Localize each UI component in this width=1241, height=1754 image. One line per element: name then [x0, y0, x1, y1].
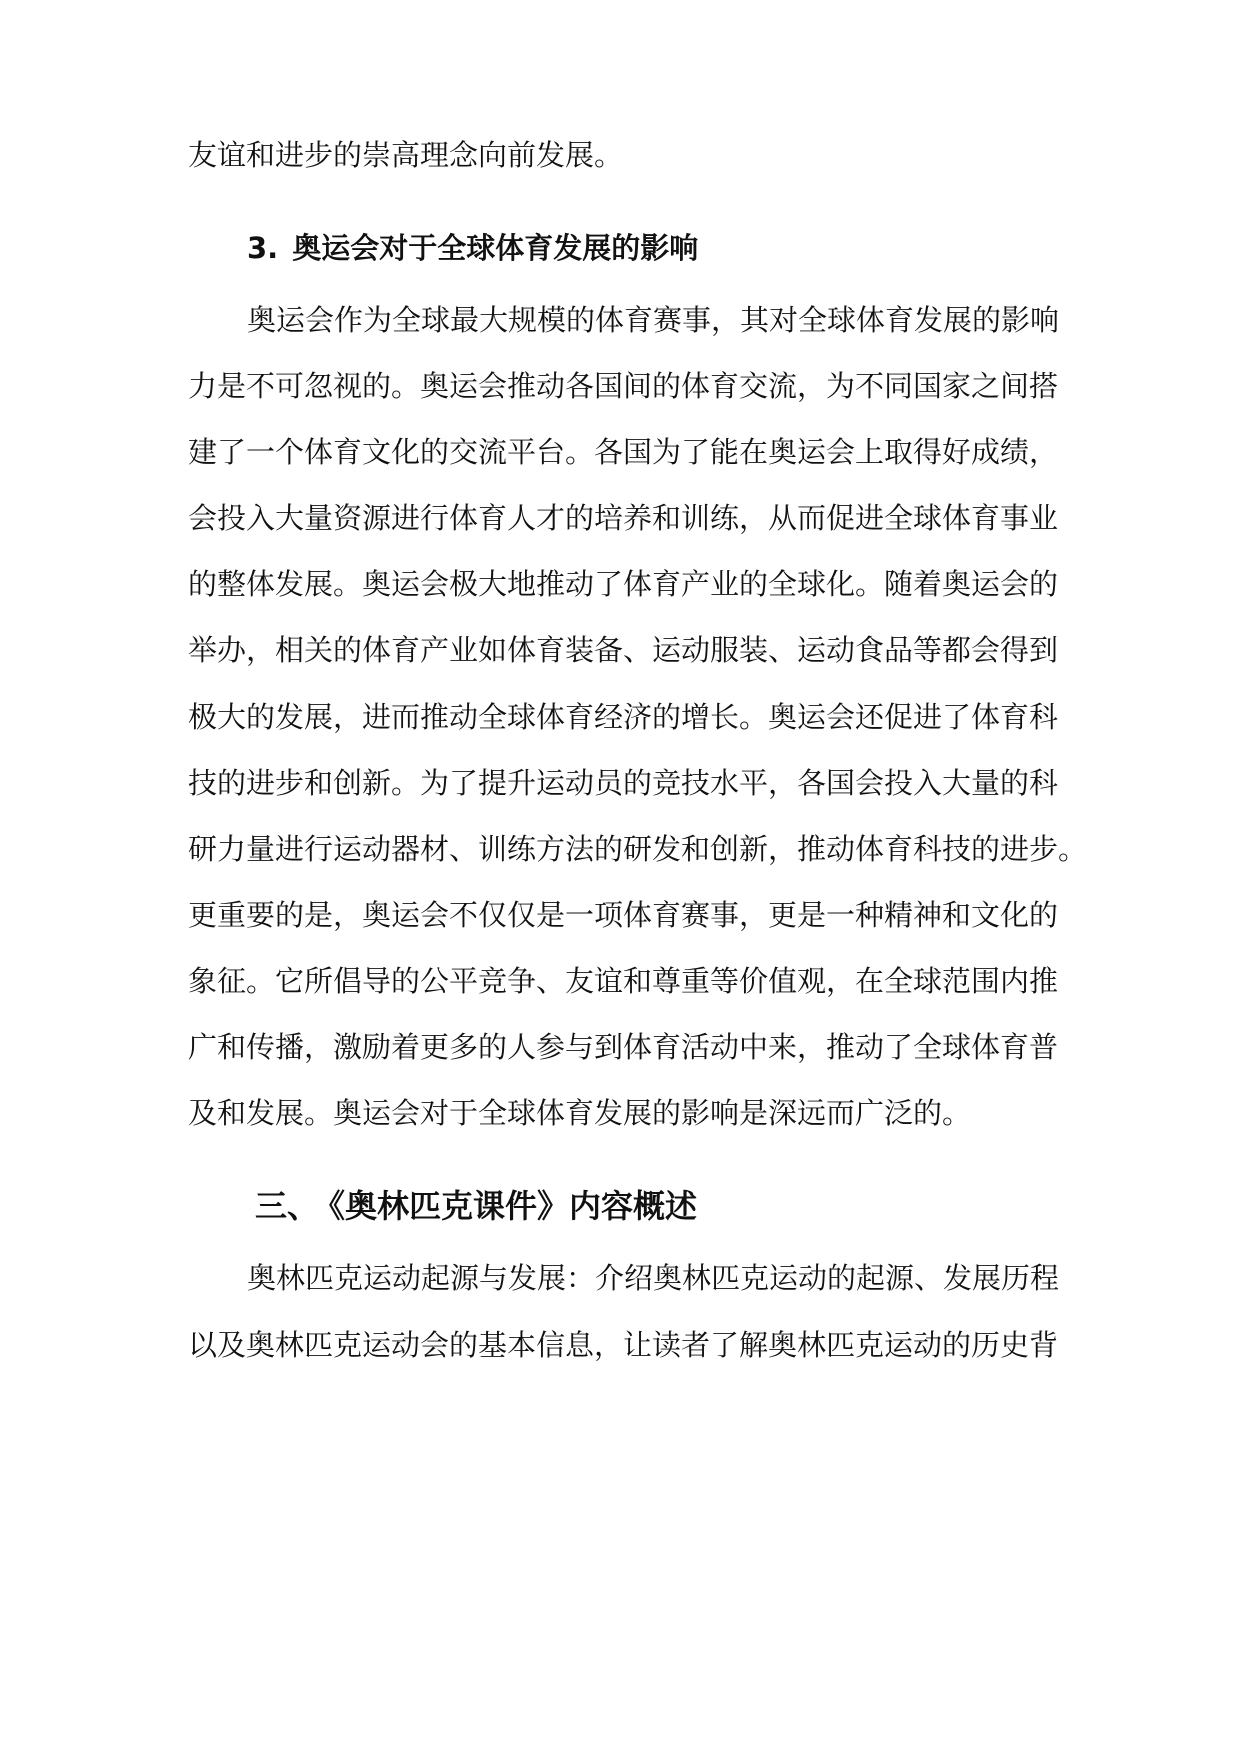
paragraph-line: 的整体发展。奥运会极大地推动了体育产业的全球化。随着奥运会的 [188, 567, 1059, 601]
paragraph-line: 及和发展。奥运会对于全球体育发展的影响是深远而广泛的。 [188, 1096, 972, 1130]
paragraph-line: 奥运会作为全球最大规模的体育赛事，其对全球体育发展的影响 [247, 303, 1060, 337]
paragraph-line: 建了一个体育文化的交流平台。各国为了能在奥运会上取得好成绩， [188, 435, 1059, 469]
paragraph-line: 举办，相关的体育产业如体育装备、运动服装、运动食品等都会得到 [188, 633, 1059, 667]
subsection-number: 3. [247, 231, 279, 265]
paragraph-line: 技的进步和创新。为了提升运动员的竞技水平，各国会投入大量的科 [188, 766, 1059, 800]
paragraph-line: 力是不可忽视的。奥运会推动各国间的体育交流，为不同国家之间搭 [188, 369, 1059, 403]
subsection-title: 奥运会对于全球体育发展的影响 [292, 231, 699, 265]
carryover-line: 友谊和进步的崇高理念向前发展。 [188, 138, 624, 172]
paragraph-line: 广和传播，激励着更多的人参与到体育活动中来，推动了全球体育普 [188, 1030, 1059, 1064]
paragraph-line: 会投入大量资源进行体育人才的培养和训练，从而促进全球体育事业 [188, 501, 1059, 535]
section-heading [255, 1184, 697, 1228]
subsection-heading [247, 228, 698, 268]
paragraph-line: 以及奥林匹克运动会的基本信息，让读者了解奥林匹克运动的历史背 [188, 1328, 1059, 1362]
paragraph-line: 研力量进行运动器材、训练方法的研发和创新，推动体育科技的进步。 [188, 832, 1088, 866]
paragraph-line: 象征。它所倡导的公平竞争、友谊和尊重等价值观，在全球范围内推 [188, 964, 1059, 998]
paragraph-line: 更重要的是，奥运会不仅仅是一项体育赛事，更是一种精神和文化的 [188, 898, 1059, 932]
paragraph-line: 极大的发展，进而推动全球体育经济的增长。奥运会还促进了体育科 [188, 700, 1059, 734]
paragraph-line: 奥林匹克运动起源与发展：介绍奥林匹克运动的起源、发展历程 [247, 1261, 1060, 1295]
section-number: 三、 [255, 1187, 320, 1225]
section-title: 《奥林匹克课件》内容概述 [329, 1187, 698, 1225]
